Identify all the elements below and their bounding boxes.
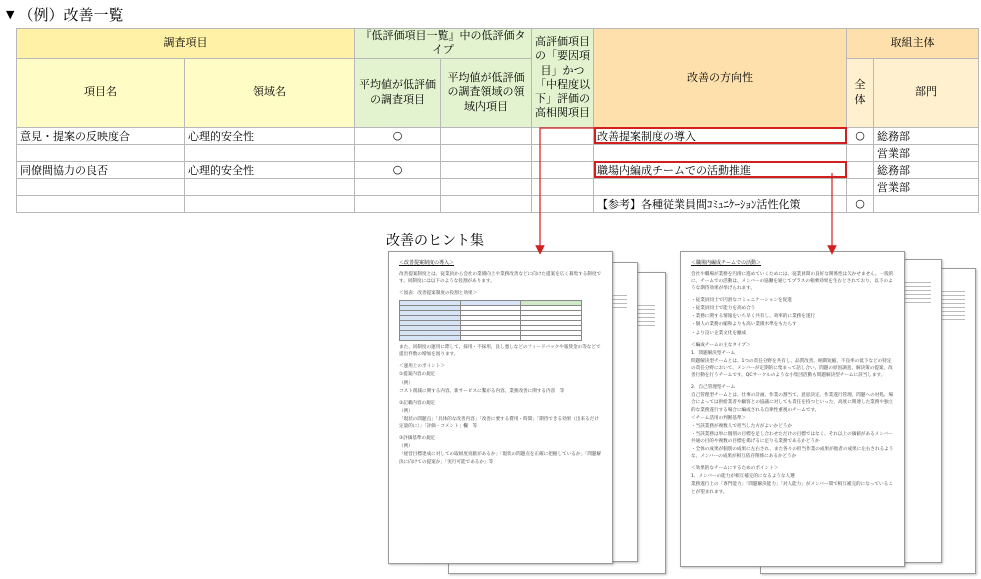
cell-all [847,178,874,195]
cell-low-domain [441,195,532,212]
header-survey-group: 調査項目 [17,29,355,59]
header-direction: 改善の方向性 [594,29,847,128]
doc-right-intro: 会社や職場が業務を円滑に進めていくためには、従業員間の良好な関係性は欠かせません。一般的に、チームでの活動は、メンバーの協働を通じてプラスの相乗効果を生むとされており、以下のような期待効果が挙げられます。 [691,271,894,291]
cell-low-domain [441,178,532,195]
doc-left-p1-body: コスト削減に関する内容、新サービスに繋がる内容、業務改善に関する内容 等 [399,388,565,394]
header-low-avg: 平均値が低評価の調査項目 [355,58,441,127]
cell-all: ○ [847,127,874,144]
doc-left-p3-title: ③評価基準の規定 [399,436,436,442]
doc-right-effect-title: ＜効果的なチームにするためのポイント＞ [691,466,779,472]
header-dept: 部門 [874,58,979,127]
doc-right-t1: 1．問題解決型チーム [691,350,736,356]
section-title [6,4,123,25]
doc-left-table-caption: ＜図表：改善提案制度の役割と効果＞ [399,290,478,296]
table-row [17,127,979,144]
cell-domain [185,144,355,161]
doc-left-p2-ex: （例） [399,408,413,414]
table-row [17,144,979,161]
triangle-down-icon: ▼ [6,8,15,21]
cell-high-rate [532,144,594,161]
doc-left-p1-title: ①提案内容の規定 [399,372,436,378]
doc-right-j2: ・当該業務は単に個別の目標を足し合わせただけの目標ではなく、それ以上の価値があるメンバー共通の目的や複数の目標を掲げるに足りる業務であるかどうか [691,431,893,444]
doc-left-p3-ex: （例） [399,444,413,450]
cell-high-rate [532,161,594,178]
header-low-domain: 平均値が低評価の調査領域の領域内項目 [441,58,532,127]
table-row [17,161,979,178]
section-title-text: （例）改善一覧 [18,6,124,24]
doc-left-p2-title: ②記載内容の規定 [399,400,436,406]
cell-low-avg [355,144,441,161]
doc-right-t2-body: 自己管理型チームとは、仕事の計画、作業の割当て、意思決定、作業遂行管理、問題への対処、場合によっては供給業者や顧客との協議に対しても責任を持つといった、高度に関連した業務や独立的な業務遂行する場合に編成される自律性重視のチームです。 [691,393,894,413]
header-lowscore-group: 『低評価項目一覧』中の低評価タイプ [355,29,532,59]
cell-domain: 心理的安全性 [185,161,355,178]
cell-direction: 【参考】各種従業員間ｺﾐｭﾆｹｰｼｮﾝ活性化策 [594,195,847,212]
doc-right-types-title: ＜編成チームの主なタイプ＞ [691,342,751,348]
doc-right-ef1: 1．メンバーの能力が相互補完的になるような人選 [691,474,795,480]
doc-left-mini-table [399,300,582,341]
doc-right-title: ＜職場内編成チームでの活動＞ [691,260,762,266]
header-high-rate: 高評価項目の「要因項目」かつ「中程度以下」評価の高相関項目 [532,29,594,128]
cell-low-avg [355,195,441,212]
header-item-name: 項目名 [17,58,185,127]
cell-dept [874,195,979,212]
doc-right-e2: ・従業員同士で能力を高め合う [691,306,756,312]
doc-right-j1: ・当該業務が複数人で担当した方がよいかどうか [691,423,793,429]
doc-right-ef1-body: 業務遂行上の「専門能力」「問題解決能力」「対人能力」がメンバー間で相互補完的になっていることが望まれます。 [691,482,893,495]
cell-low-domain [441,161,532,178]
doc-left-p3-body: 「経営目標達成に対しての取組度貢献があるか」「現状の問題点を正確に把握しているか」「問題解決に向けての提案か」「実行可能であるか」等 [399,452,602,465]
doc-right-e3: ・業務に関する情報をいち早く共有し、効率的に業務を遂行 [691,314,816,320]
doc-right-e1: ・従業員同士で円滑なコミュニケーションを促進 [691,298,792,304]
table-row [17,195,979,212]
doc-right-j3: ・全体の成果が個別の成果に左右され、また各々の担当作業の成果が他者の成果に左右されるような、メンバーの成果が相互依存関係にあるかどうか [691,447,894,460]
doc-right-t1-body: 問題解決型チームとは、1つの責任分野を共有し、品質改善、納期短縮、不良率の低下などの特定の責任分野において、メンバーが定期的に集まって話し合い、問題の原因調査、解決策の提案、改善行動を行うチームです。QCサークルのような小集団活動も問題解決型チームに該当します。 [691,358,893,379]
cell-item: 同僚間協力の良否 [17,161,185,178]
doc-left-after-table: また、同制度の運用に際して、採用・不採用、良し悪しなどのフィードバックや報奨金の等などで提出件数の増加を図ります。 [399,345,601,358]
cell-direction [594,144,847,161]
doc-workplace-teams [680,251,905,567]
cell-dept: 営業部 [874,178,979,195]
doc-left-points-title: ＜運用上のポイント＞ [399,364,445,370]
doc-right-e4: ・個人の業務の縮和よりも高い業績水準をもたらす [691,322,797,328]
doc-right-judge-title: ＜チーム活用の判断基準＞ [691,415,747,421]
cell-low-domain [441,127,532,144]
doc-left-p1-ex: （例） [399,380,413,386]
cell-low-avg: ○ [355,127,441,144]
cell-high-rate [532,178,594,195]
doc-left-p2-body: 「現状の問題点」「具体的な改善内容」「改善に要する費用・時間」「期待できる効果（出来るだけ定量的に）」「評価・コメント」欄 等 [399,416,599,430]
cell-dept: 総務部 [874,127,979,144]
cell-all: ○ [847,195,874,212]
cell-direction-highlight: 職場内編成チームでの活動推進 [594,161,847,178]
cell-item [17,178,185,195]
cell-item: 意見・提案の反映度合 [17,127,185,144]
cell-low-avg [355,178,441,195]
cell-domain [185,178,355,195]
doc-left-intro: 改善提案制度とは、従業員から会社の業績向上や業務改善などに向けた提案を広く募集する制度です。同制度には以下のような役割があります。 [399,271,602,284]
hint-collection-title: 改善のヒント集 [386,233,484,249]
table-row [17,178,979,195]
cell-direction [594,178,847,195]
cell-domain [185,195,355,212]
doc-right-t2: 2．自己管理型チーム [691,385,736,391]
cell-dept: 営業部 [874,144,979,161]
cell-all [847,144,874,161]
cell-high-rate [532,195,594,212]
doc-left-title: ＜改善提案制度の導入＞ [399,260,455,266]
cell-item [17,195,185,212]
cell-low-avg: ○ [355,161,441,178]
cell-domain: 心理的安全性 [185,127,355,144]
header-all: 全体 [847,58,874,127]
improvement-table [16,28,979,213]
header-domain: 領域名 [185,58,355,127]
cell-direction-highlight: 改善提案制度の導入 [594,127,847,144]
cell-low-domain [441,144,532,161]
header-actor-group: 取組主体 [847,29,979,59]
cell-dept: 総務部 [874,161,979,178]
cell-high-rate [532,127,594,144]
doc-suggestion-system [388,251,613,564]
doc-right-e5: ・より良い企業文化を醸成 [691,330,747,336]
cell-item [17,144,185,161]
cell-all [847,161,874,178]
